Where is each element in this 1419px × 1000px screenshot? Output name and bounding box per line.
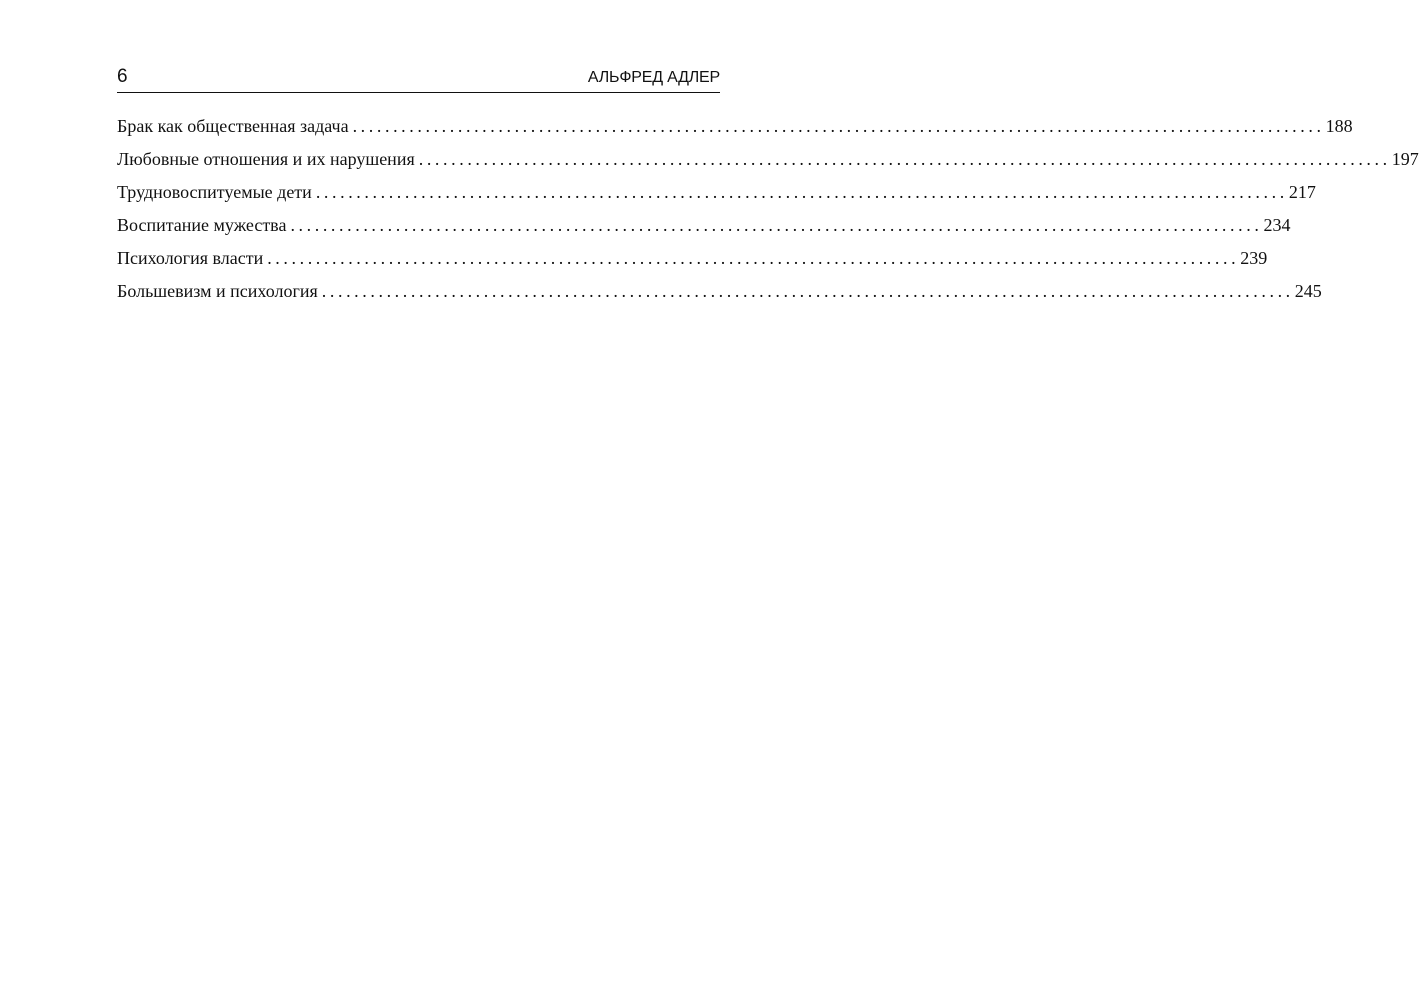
toc-dot-leader: ........................................................................................................................ [290, 215, 1263, 235]
toc-entry-title: Трудновоспитуемые дети [117, 182, 312, 202]
running-head: АЛЬФРЕД АДЛЕР [587, 69, 720, 86]
toc-entry [117, 146, 1419, 179]
table-of-contents [117, 113, 1419, 311]
toc-dot-leader: ........................................................................................................................ [321, 281, 1294, 301]
toc-entry-page: 217 [1288, 182, 1316, 202]
toc-entry-title: Любовные отношения и их нарушения [117, 149, 415, 169]
toc-dot-leader: ........................................................................................................................ [352, 116, 1325, 136]
toc-entry-title: Психология власти [117, 248, 264, 268]
toc-dot-leader: ........................................................................................................................ [315, 182, 1288, 202]
toc-entry-page: 245 [1294, 281, 1322, 301]
toc-dot-leader: ........................................................................................................................ [267, 248, 1240, 268]
toc-entry-title: Большевизм и психология [117, 281, 318, 301]
toc-entry [117, 113, 1353, 146]
toc-dot-leader: ........................................................................................................................ [418, 149, 1391, 169]
page-header [117, 66, 720, 93]
toc-entry-title: Брак как общественная задача [117, 116, 349, 136]
toc-entry-page: 234 [1263, 215, 1291, 235]
toc-entry-page: 188 [1325, 116, 1353, 136]
toc-entry [117, 278, 1322, 311]
toc-entry-title: Воспитание мужества [117, 215, 287, 235]
page-number: 6 [117, 66, 128, 87]
toc-entry [117, 212, 1291, 245]
toc-entry [117, 179, 1316, 212]
toc-entry-page: 239 [1240, 248, 1268, 268]
toc-entry-page: 197 [1391, 149, 1419, 169]
toc-entry [117, 245, 1268, 278]
